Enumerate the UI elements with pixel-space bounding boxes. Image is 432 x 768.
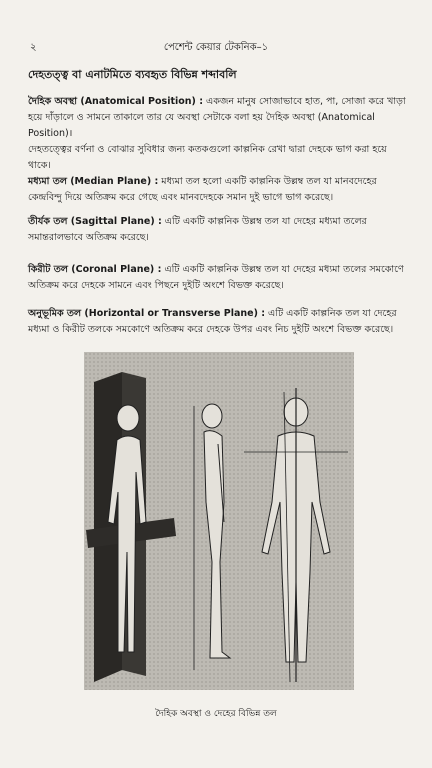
term-horizontal-plane: অনুভূমিক তল (Horizontal or Transverse Plane) : [28,308,266,319]
paragraph-median-plane [28,174,410,206]
section-heading: দেহতত্ত্ব বা এনাটমিতে ব্যবহৃত বিভিন্ন শব্দাবলি [28,68,237,81]
figure-with-planes [86,372,176,682]
anatomy-planes-illustration [84,352,354,690]
paragraph-coronal-plane [28,262,410,294]
paragraph-anatomical-position [28,94,410,142]
term-coronal-plane: কিরীট তল (Coronal Plane) : [28,264,162,275]
page-number: ২ [30,42,37,53]
paragraph-horizontal-plane [28,306,410,338]
page-header [28,40,404,56]
figure-caption: দৈহিক অবস্থা ও দেহের বিভিন্ন তল [155,709,277,719]
definition-coronal-plane: এটি একটি কাল্পনিক উল্লম্ব তল যা দেহের মধ্যমা তলের সমকোণে অতিক্রম করে দেহকে সামনে এবং পিছনে দুইটি অংশে বিভক্ত করেছে। [28,264,404,291]
side-view-figure [194,404,230,670]
definition-median-plane: মধ্যমা তল হলো একটি কাল্পনিক উল্লম্ব তল যা মানবদেহের কেন্দ্রবিন্দু দিয়ে অতিক্রম করে গেছে এবং মানবদেহকে সমান দুই ভাগে ভাগ করেছে। [28,176,377,203]
running-title: পেশেন্ট কেয়ার টেকনিক–১ [163,42,269,53]
definition-horizontal-plane: এটি একটি কাল্পনিক তল যা দেহের মধ্যমা ও কিরীট তলকে সমকোণে অতিক্রম করে দেহকে উপর এবং নিচ দুইটি অংশে বিভক্ত করেছে। [28,308,397,335]
anatomy-planes-figure [84,352,354,690]
paragraph-sagittal-plane [28,214,410,246]
term-sagittal-plane: তীর্যক তল (Sagittal Plane) : [28,216,162,227]
front-view-figure [244,388,348,682]
term-anatomical-position: দৈহিক অবস্থা (Anatomical Position) : [28,96,203,107]
definition-anatomical-position: একজন মানুষ সোজাভাবে হাত, পা, সোজা করে খাড়া হয়ে দাঁড়ালে ও সামনে তাকালে তার যে অবস্থা সেটাকে বলা হয় দৈহিক অবস্থা (Anatomical Position)। [28,96,406,139]
definition-sagittal-plane: এটি একটি কাল্পনিক উল্লম্ব তল যা দেহের মধ্যমা তলের সমান্তরালভাবে অতিক্রম করেছে। [28,216,367,243]
body-division-intro-text: দেহতত্ত্বের বর্ণনা ও বোঝার সুবিধার জন্য কতকগুলো কাল্পনিক রেখা দ্বারা দেহকে ভাগ করা হয়ে থাকে। [28,144,387,171]
paragraph-body-division-intro [28,142,410,174]
term-median-plane: মধ্যমা তল (Median Plane) : [28,176,159,187]
